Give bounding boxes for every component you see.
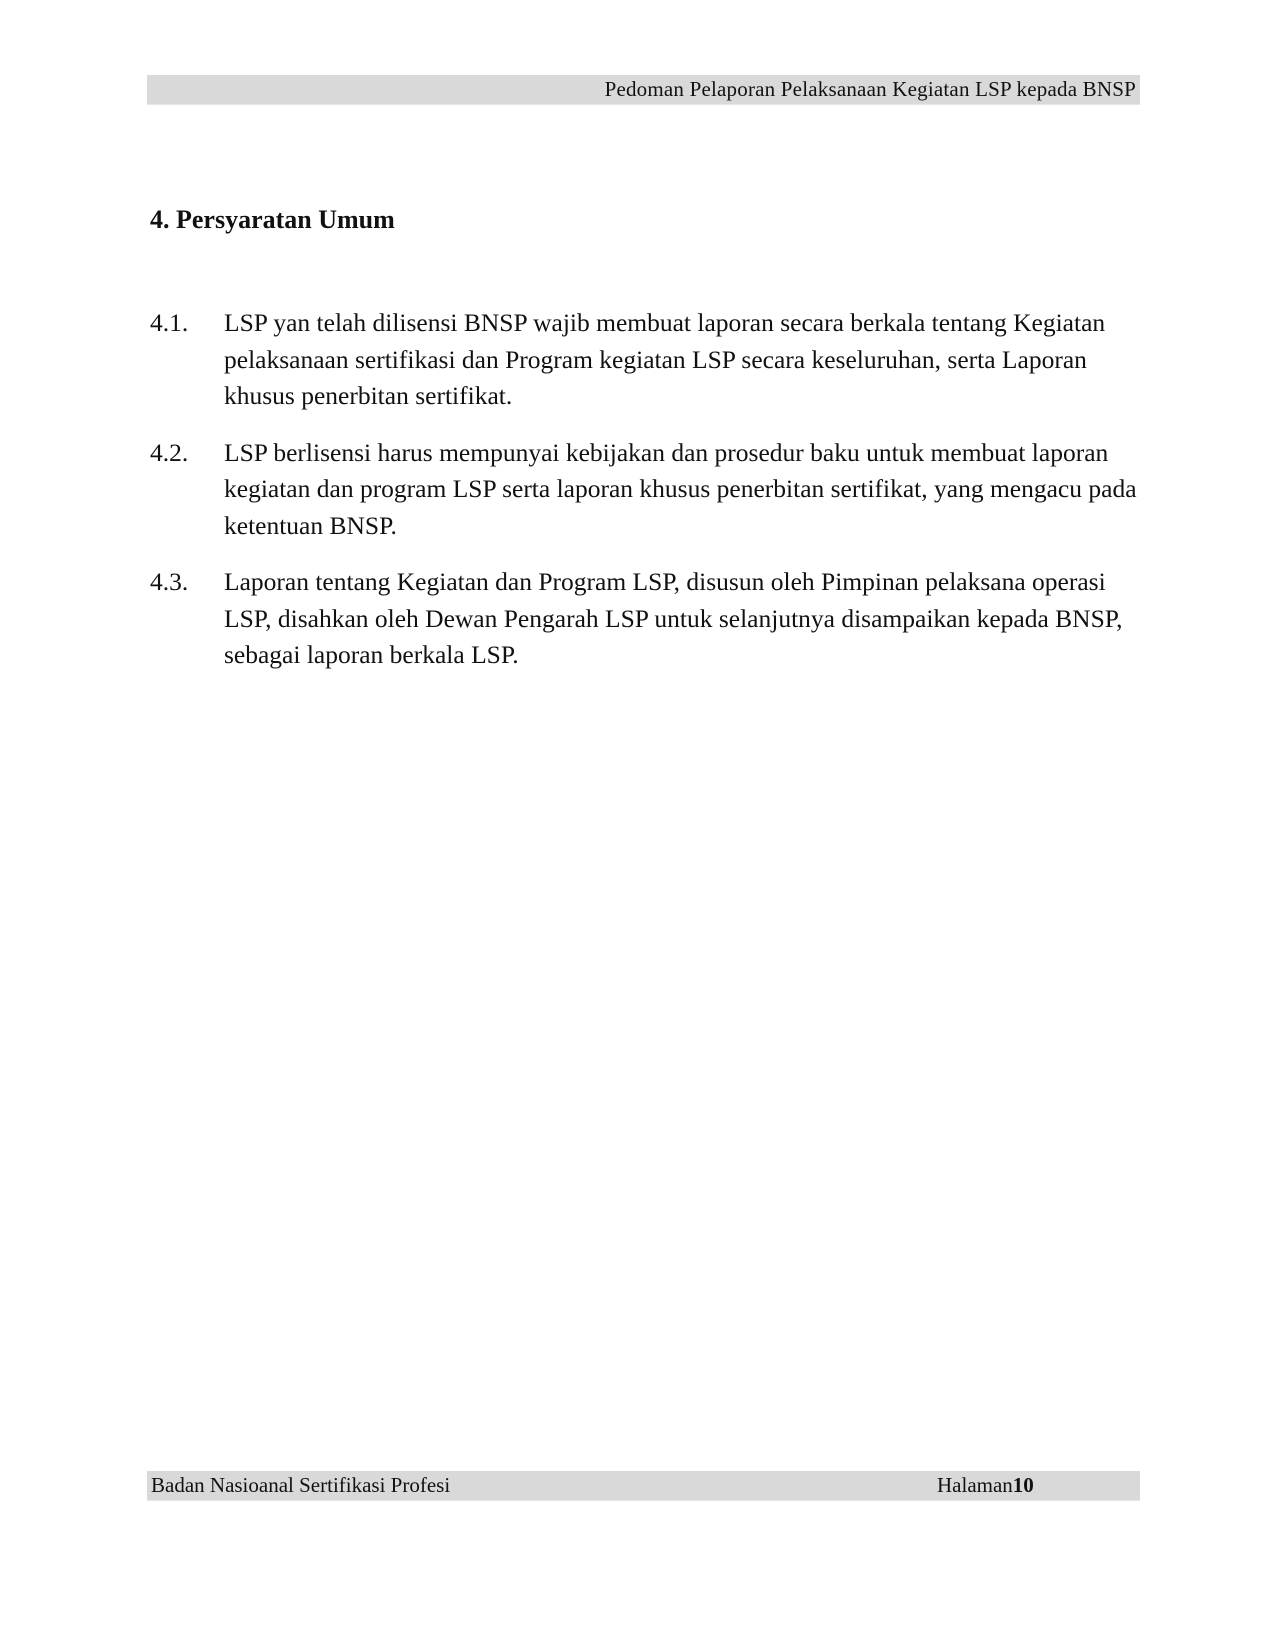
document-title: Pedoman Pelaporan Pelaksanaan Kegiatan LSP kepada BNSP xyxy=(604,77,1136,101)
page-header xyxy=(147,75,1140,105)
page-footer xyxy=(147,1471,1140,1501)
item-text: LSP berlisensi harus mempunyai kebijakan dan prosedur baku untuk membuat laporan kegiatan dan program LSP serta laporan khusus penerbitan sertifikat, yang mengacu pada ketentuan BNSP. xyxy=(224,437,1137,540)
list-item xyxy=(150,305,1140,415)
list-item xyxy=(150,564,1140,674)
list-item xyxy=(150,435,1140,545)
page-label: Halaman xyxy=(937,1473,1013,1497)
footer-organization: Badan Nasioanal Sertifikasi Profesi xyxy=(151,1473,451,1497)
item-number: 4.2. xyxy=(150,437,189,467)
item-text: Laporan tentang Kegiatan dan Program LSP, disusun oleh Pimpinan pelaksana operasi LSP, disahkan oleh Dewan Pengarah LSP untuk selanjutnya disampaikan kepada BNSP, sebagai laporan berkala LSP. xyxy=(224,567,1123,669)
item-number: 4.1. xyxy=(150,308,189,337)
requirements-list xyxy=(150,305,1140,694)
item-number: 4.3. xyxy=(150,567,189,596)
page-indicator xyxy=(937,1473,1034,1498)
section-heading: 4. Persyaratan Umum xyxy=(150,205,395,234)
item-text: LSP yan telah dilisensi BNSP wajib membuat laporan secara berkala tentang Kegiatan pelaksanaan sertifikasi dan Program kegiatan LSP secara keseluruhan, serta Laporan khusus penerbitan sertifikat. xyxy=(224,308,1106,410)
page-number: 10 xyxy=(1012,1473,1034,1497)
